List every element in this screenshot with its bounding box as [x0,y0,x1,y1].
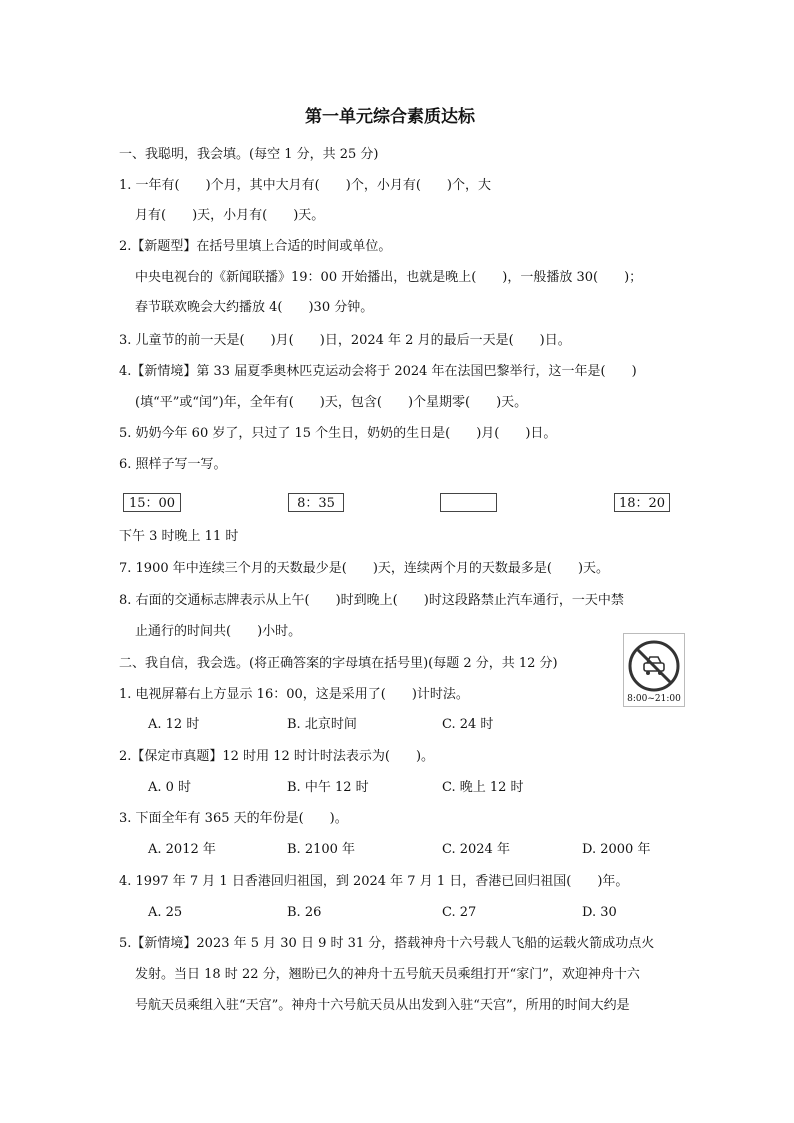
page-title: 第一单元综合素质达标 [305,107,475,127]
choice-4-option-c: C. 27 [442,905,477,920]
choice-question-5-line-2: 发射。当日 18 时 22 分，翘盼已久的神舟十五号航天员乘组打开“家门”，欢迎神舟十六 [135,967,640,982]
choice-2-option-b: B. 中午 12 时 [287,780,369,795]
choice-2-option-c: C. 晚上 12 时 [442,780,524,795]
time-box-2: 8：35 [288,493,344,512]
no-car-icon [624,636,684,696]
choice-question-2: 2.【保定市真题】12 时用 12 时计时法表示为( )。 [119,749,435,764]
choice-3-option-a: A. 2012 年 [148,842,216,857]
choice-question-4: 4. 1997 年 7 月 1 日香港回归祖国，到 2024 年 7 月 1 日，香港已回归祖国( )年。 [119,874,629,889]
question-3: 3. 儿童节的前一天是( )月( )日，2024 年 2 月的最后一天是( )日。 [119,333,571,348]
question-1-line-2: 月有( )天，小月有( )天。 [135,208,325,223]
choice-question-5-line-3: 号航天员乘组入驻“天宫”。神舟十六号航天员从出发到入驻“天宫”，所用的时间大约是 [135,998,630,1013]
time-box-3[interactable] [440,493,497,512]
question-4-line-2: (填“平”或“闰”)年，全年有( )天，包含( )个星期零( )天。 [135,395,528,410]
choice-1-option-b: B. 北京时间 [287,717,357,732]
choice-4-option-d: D. 30 [582,905,617,920]
question-4-line-1: 4.【新情境】第 33 届夏季奥林匹克运动会将于 2024 年在法国巴黎举行，这一年是( ) [119,364,637,379]
sign-time-caption: 8:00~21:00 [627,694,681,704]
choice-1-option-c: C. 24 时 [442,717,494,732]
question-2-line-1: 2.【新题型】在括号里填上合适的时间或单位。 [119,239,392,254]
choice-question-1: 1. 电视屏幕右上方显示 16：00，这是采用了( )计时法。 [119,687,469,702]
no-car-traffic-sign [623,633,685,707]
choice-2-option-a: A. 0 时 [148,780,192,795]
question-6-label: 6. 照样子写一写。 [119,457,227,472]
time-box-4: 18：20 [614,493,670,512]
choice-1-option-a: A. 12 时 [148,717,200,732]
question-6-answer-line: 下午 3 时晚上 11 时 [119,529,239,544]
question-2-line-3: 春节联欢晚会大约播放 4( )30 分钟。 [135,300,374,315]
choice-3-option-c: C. 2024 年 [442,842,510,857]
question-8-line-2: 止通行的时间共( )小时。 [135,624,302,639]
choice-4-option-a: A. 25 [148,905,183,920]
question-8-line-1: 8. 右面的交通标志牌表示从上午( )时到晚上( )时这段路禁止汽车通行，一天中禁 [119,593,624,608]
choice-3-option-b: B. 2100 年 [287,842,356,857]
section-2-header: 二、我自信，我会选。(将正确答案的字母填在括号里)(每题 2 分，共 12 分) [119,656,558,671]
question-1-line-1: 1. 一年有( )个月，其中大月有( )个，小月有( )个，大 [119,178,491,193]
question-5: 5. 奶奶今年 60 岁了，只过了 15 个生日，奶奶的生日是( )月( )日。 [119,426,557,441]
question-2-line-2: 中央电视台的《新闻联播》19：00 开始播出，也就是晚上( )，一般播放 30( )； [135,270,643,285]
question-7: 7. 1900 年中连续三个月的天数最少是( )天，连续两个月的天数最多是( )天。 [119,561,610,576]
time-box-1: 15：00 [123,493,181,512]
choice-4-option-b: B. 26 [287,905,322,920]
choice-3-option-d: D. 2000 年 [582,842,651,857]
section-1-header: 一、我聪明，我会填。(每空 1 分，共 25 分) [119,147,379,162]
choice-question-3: 3. 下面全年有 365 天的年份是( )。 [119,811,348,826]
choice-question-5-line-1: 5.【新情境】2023 年 5 月 30 日 9 时 31 分，搭载神舟十六号载人飞船的运载火箭成功点火 [119,936,655,951]
